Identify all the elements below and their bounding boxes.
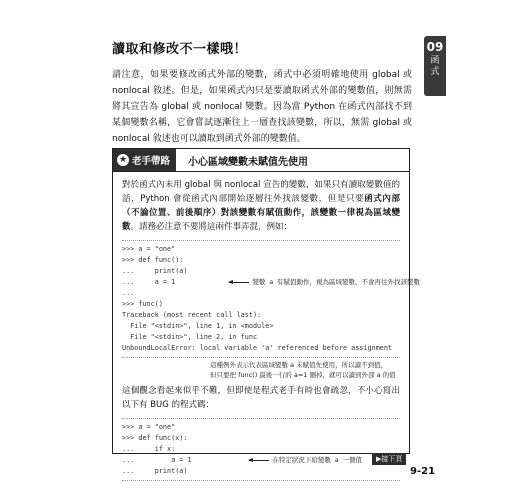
page-number: 9-21: [410, 466, 436, 477]
tip-paragraph-1-bold: 函式內部（不論位置、前後順序）對該變數有賦值動作，該變數一律視為區域變數: [122, 194, 400, 232]
section-heading: 讀取和修改不一樣哦！: [112, 42, 248, 57]
star-icon: ★: [118, 155, 128, 165]
tip-tag: [113, 149, 176, 171]
tip-paragraph-1-c: 。請務必注意不要將這兩件事弄混，例如：: [130, 222, 293, 232]
code-line: ...: [122, 289, 135, 297]
code-line: ... print(a): [122, 267, 188, 275]
annotation-3-text: 在特定狀況下給變數 a 一個值: [272, 456, 363, 464]
tip-paragraph-2: 這個觀念看起來似乎不難，但即使是程式老手有時也會疏忽，不小心寫出以下有 BUG 的程式碼：: [122, 386, 400, 410]
code-line: >>> def func(x):: [122, 434, 188, 442]
annotation-2-line-1: 這種例外表示代表區域變數 a 未賦值先使用，所以讀不到值，: [210, 361, 388, 369]
chapter-label: 函 式: [430, 56, 440, 77]
code-line: >>> a = "one": [122, 423, 176, 431]
continue-next-page-label: ▶接下頁: [372, 453, 406, 465]
code-line: File "<stdin>", line 1, in <module>: [122, 322, 274, 330]
annotation-1-text: 變數 a 有賦值動作，視為區域變數，不會再往外找該變數: [252, 278, 421, 286]
code-line: UnboundLocalError: local variable 'a' referenced before assignment: [122, 344, 393, 352]
code-line: Traceback (most recent call last):: [122, 311, 262, 319]
chapter-tab: [424, 36, 446, 96]
code-line: ... a = 1: [122, 278, 176, 286]
code-block-2: [122, 418, 400, 481]
code-line: >>> def func():: [122, 256, 184, 264]
arrow-left-icon: [249, 460, 269, 461]
code-line: >>> func(): [122, 300, 163, 308]
annotation-2-line-2: 但只要把 func() 最後一行的 a=1 刪掉，就可以讀到外部 a 的值: [210, 371, 396, 379]
intro-paragraph: 請注意，如果要修改函式外部的變數，函式中必須明確地使用 global 或 nonlocal 敘述。但是，如果函式內只是要讀取函式外部的變數值，則無需將其宣告為 global 或 nonlocal 變數。因為當 Python 在函式內部找不到某個變數名稱，它會嘗試逐漸往上一層查找該變數，所以，無需 global 或 nonlocal 敘述也可以讀取到函式外部的變數值。: [112, 70, 412, 144]
code-line: ... if x:: [122, 445, 176, 453]
code-line: File "<stdin>", line 2, in func: [122, 333, 258, 341]
code-line: ... a = 1: [122, 456, 192, 464]
tip-tag-label: 老手帶路: [132, 156, 171, 167]
code-block-1: [122, 240, 421, 358]
tip-box-header: [113, 149, 409, 172]
annotation-2: [210, 360, 400, 380]
tip-title: 小心區域變數未賦值先使用: [188, 156, 309, 168]
code-line: ... print(a): [122, 467, 188, 475]
chapter-number: 09: [426, 40, 444, 54]
annotation-3: [218, 444, 362, 477]
tip-paragraph-1: [122, 178, 400, 234]
arrow-left-icon: [229, 282, 249, 283]
annotation-1: [198, 266, 420, 299]
code-line: >>> a = "one": [122, 245, 176, 253]
tip-paragraph-1-a: 對於函式內未用 global 與 nonlocal 宣告的變數，如果只有讀取變數值的話，Python 會從函式內部開始逐層往外找該變數，但是只要: [122, 180, 400, 204]
